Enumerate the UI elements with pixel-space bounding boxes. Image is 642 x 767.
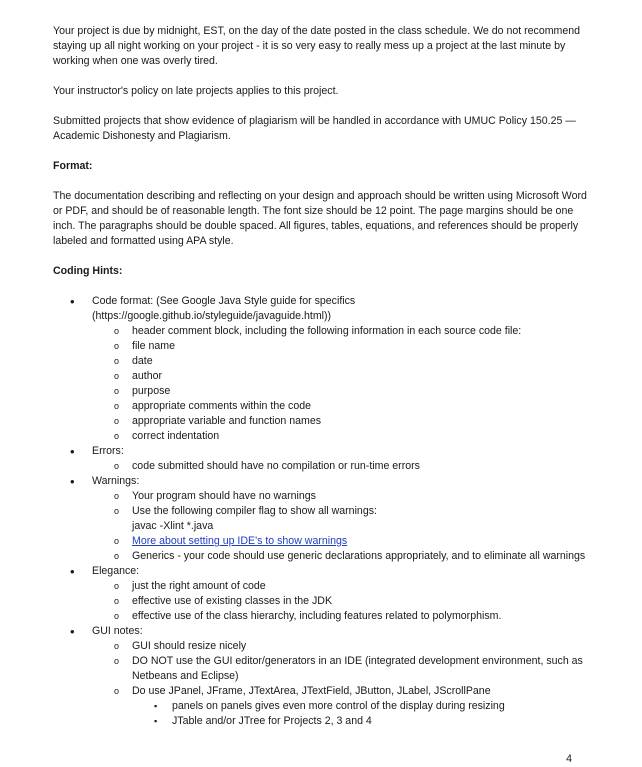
late-policy-paragraph: Your instructor's policy on late projects applies to this project. [53,85,339,97]
plagiarism-paragraph: Submitted projects that show evidence of plagiarism will be handled in accordance with UMUC Policy 150.25 — Academic Dishonesty and Plagiarism. [53,115,576,142]
list-item [92,684,593,729]
list-item: ▪ JTable and/or JTree for Projects 2, 3 and 4 [132,714,593,729]
list-item: o author [92,369,593,384]
list-item: o correct indentation [92,429,593,444]
ide-warnings-link[interactable]: More about setting up IDE's to show warnings [132,535,348,547]
list-item: o Your program should have no warnings [92,489,593,504]
page-number: 4 [566,753,572,765]
list-item: o purpose [92,384,593,399]
due-date-paragraph: Your project is due by midnight, EST, on the day of the date posted in the class schedule. We do not recommend staying up all night working on your project - it is so very easy to really mess up a project at the last minute by working when one was overly tired. [53,25,581,67]
page-content [53,24,593,729]
gui-components-sublist [132,699,593,729]
list-item: o effective use of existing classes in the JDK [92,594,593,609]
list-item-code-format [53,294,593,444]
format-heading: Format: [53,160,93,172]
list-item: o file name [92,339,593,354]
code-format-sublist [92,324,593,444]
list-item [92,504,593,534]
compiler-command: javac -Xlint *.java [132,520,214,532]
list-item: o DO NOT use the GUI editor/generators in an IDE (integrated development environment, such as Netbeans and Eclipse) [92,654,593,684]
coding-hints-list [53,294,593,729]
list-item-warnings [53,474,593,564]
list-item-gui-notes [53,624,593,729]
gui-notes-label: • GUI notes: [92,625,143,637]
list-item: o Generics - your code should use generic declarations appropriately, and to eliminate all warnings [92,549,593,564]
list-item: o GUI should resize nicely [92,639,593,654]
coding-hints-heading: Coding Hints: [53,265,123,277]
format-paragraph: The documentation describing and reflecting on your design and approach should be written using Microsoft Word or PDF, and should be of reasonable length. The font size should be 12 point. The page margins should be one inch. The paragraphs should be double spaced. All figures, tables, equations, and references should be properly labeled and formatted using APA style. [53,190,587,247]
list-item: o appropriate variable and function names [92,414,593,429]
warnings-sublist [92,489,593,564]
list-item: o date [92,354,593,369]
list-item-elegance [53,564,593,624]
list-item: o code submitted should have no compilation or run-time errors [92,459,593,474]
errors-sublist [92,459,593,474]
list-item [92,534,593,549]
list-item: o effective use of the class hierarchy, including features related to polymorphism. [92,609,593,624]
elegance-label: • Elegance: [92,565,140,577]
list-item: ▪ panels on panels gives even more control of the display during resizing [132,699,593,714]
list-item: o header comment block, including the following information in each source code file: [92,324,593,339]
warnings-label: • Warnings: [92,475,140,487]
gui-components-text: o Do use JPanel, JFrame, JTextArea, JTextField, JButton, JLabel, JScrollPane [132,685,491,697]
list-item: o just the right amount of code [92,579,593,594]
compiler-flag-text: o Use the following compiler flag to show all warnings: [132,505,377,517]
errors-label: • Errors: [92,445,124,457]
list-item-errors [53,444,593,474]
gui-notes-sublist [92,639,593,729]
code-format-label: • Code format: (See Google Java Style guide for specifics (https://google.github.io/styleguide/javaguide.html)) [92,295,356,322]
list-item: o appropriate comments within the code [92,399,593,414]
elegance-sublist [92,579,593,624]
